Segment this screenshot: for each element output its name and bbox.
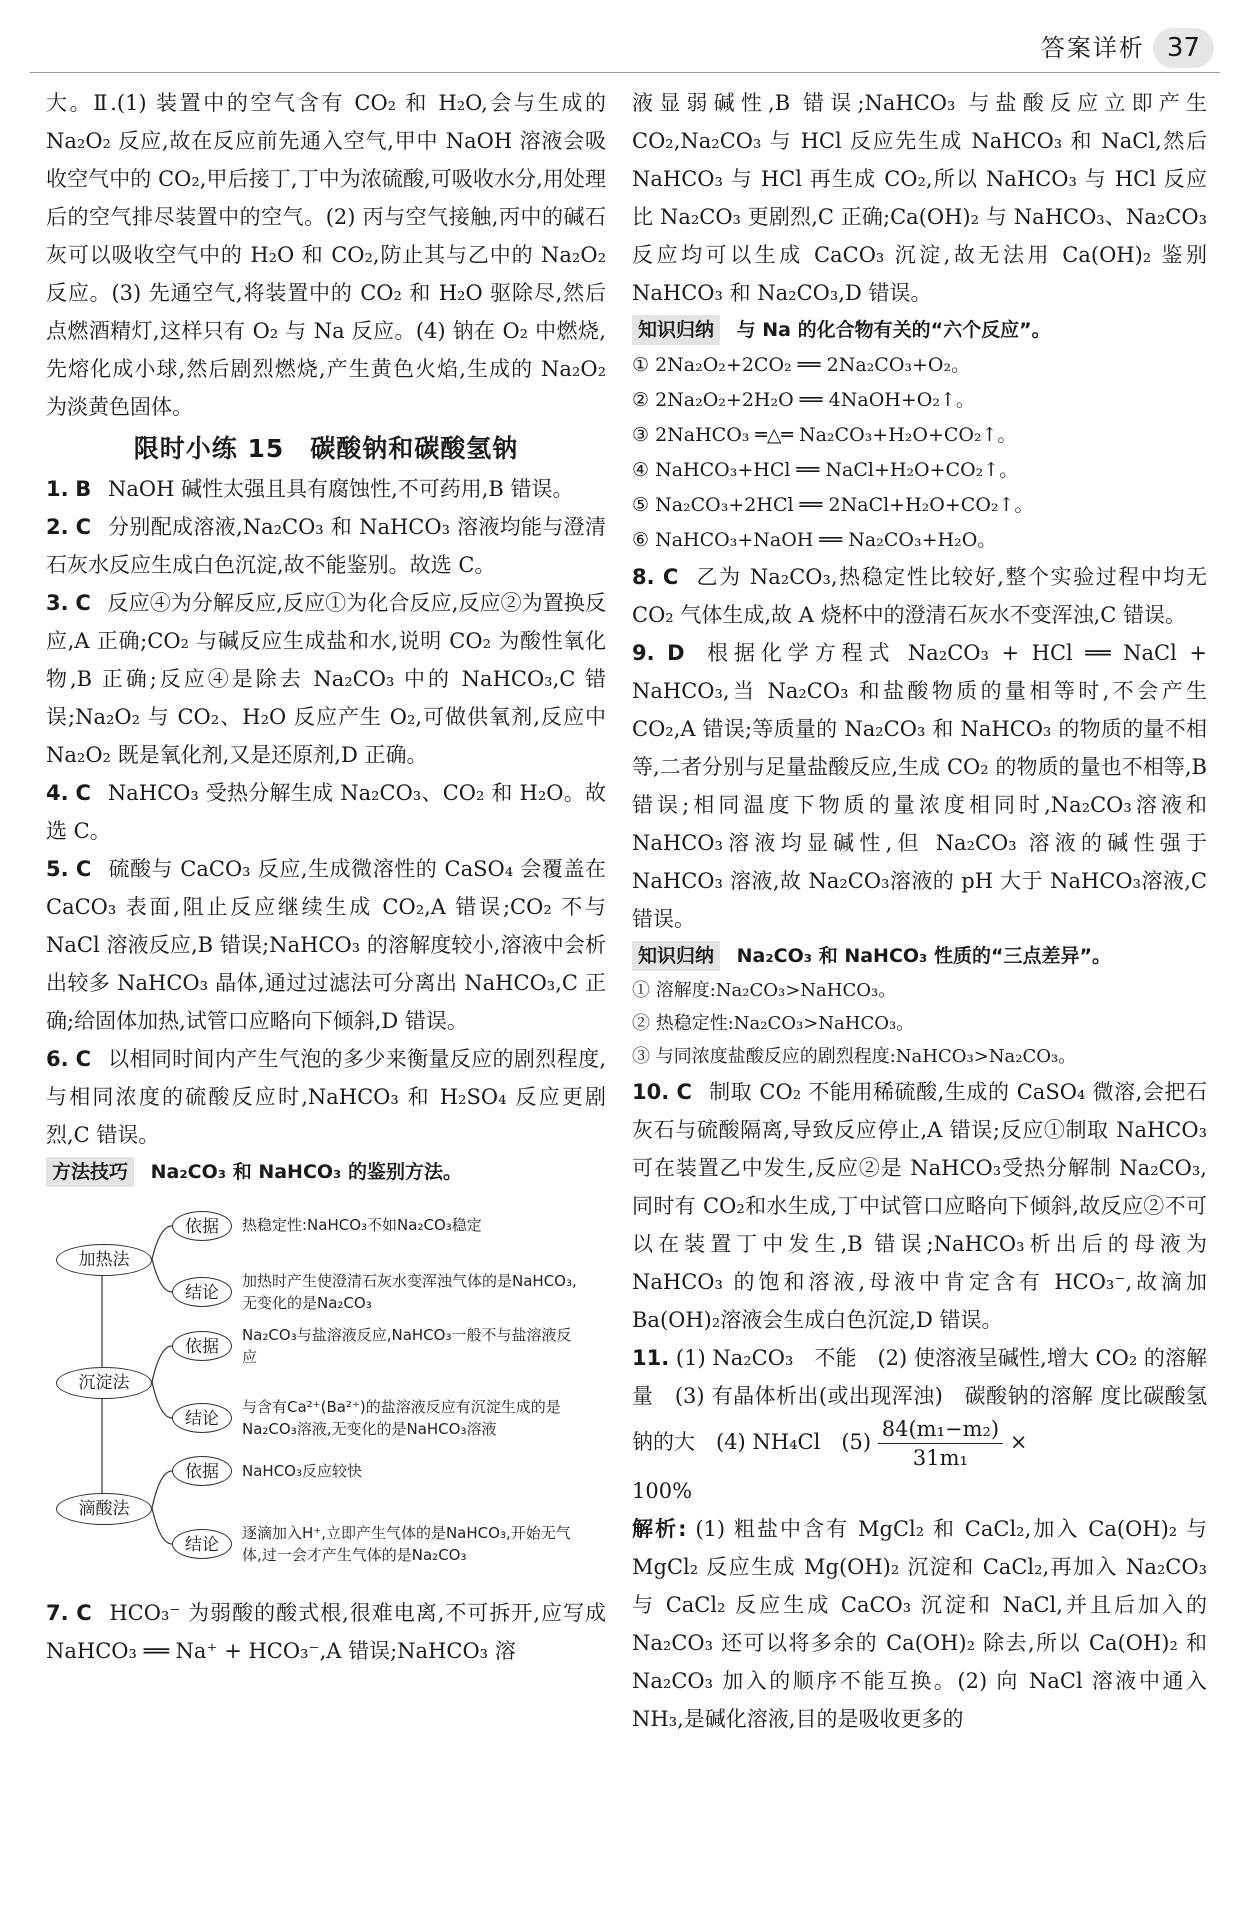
precip-basis-text: Na₂CO₃与盐溶液反应,NaHCO₃一般不与盐溶液反应 (242, 1326, 572, 1366)
answer-letter: D (667, 641, 685, 665)
page-number-badge: 37 (1153, 28, 1214, 68)
answer-7 (46, 1594, 606, 1670)
method-title: Na₂CO₃ 和 NaHCO₃ 的鉴别方法。 (150, 1161, 462, 1183)
answer-text: 制取 CO₂ 不能用稀硫酸,生成的 CaSO₄ 微溶,会把石灰石与硫酸隔离,导致反应停止,A 错误;反应①制取 NaHCO₃ 可在装置乙中发生,反应②是 NaHCO₃受热分解制 Na₂CO₃,同时有 CO₂和水生成,丁中试管口应略向下倾斜,故反应②不可以在装置丁中发生,B 错误;NaHCO₃析出后的母液为 NaHCO₃ 的饱和溶液,母液中肯定含有 HCO₃⁻,故滴加Ba(OH)₂溶液会生成白色沉淀,D 错误。 (632, 1080, 1207, 1332)
question-number: 6. (46, 1047, 69, 1071)
answer-letter: B (75, 477, 92, 501)
answer-10 (632, 1073, 1207, 1339)
basis-node: 依据 (172, 1331, 232, 1361)
answer-text: 硫酸与 CaCO₃ 反应,生成微溶性的 CaSO₄ 会覆盖在 CaCO₃ 表面,阻止反应继续生成 CO₂,A 错误;CO₂ 不与 NaCl 溶液反应,B 错误;NaHCO₃ 的溶解度较小,溶液中会析出较多 NaHCO₃ 晶体,通过过滤法可分离出 NaHCO₃,C 正确;给固体加热,试管口应略向下倾斜,D 错误。 (46, 857, 606, 1033)
answer-3 (46, 584, 606, 774)
answer-5 (46, 850, 606, 1040)
answer-text: 乙为 Na₂CO₃,热稳定性比较好,整个实验过程中均无 CO₂ 气体生成,故 A 烧杯中的澄清石灰水不变浑浊,C 错误。 (632, 565, 1207, 627)
answer-letter: C (676, 1080, 692, 1104)
answer-letter: C (75, 781, 91, 805)
times-sign: × (1009, 1430, 1028, 1454)
difference-item: ③ 与同浓度盐酸反应的剧烈程度:NaHCO₃>Na₂CO₃。 (632, 1046, 1077, 1067)
fraction-denominator: 31m₁ (912, 1446, 968, 1470)
difference-item: ② 热稳定性:Na₂CO₃>NaHCO₃。 (632, 1013, 915, 1034)
question-number: 1. (46, 477, 69, 501)
question-number: 11. (632, 1346, 670, 1370)
method-tag: 方法技巧 (46, 1157, 134, 1187)
conclusion-node: 结论 (172, 1277, 232, 1307)
question-number: 3. (46, 591, 69, 615)
knowledge-summary-2 (632, 938, 1207, 974)
right-column (632, 84, 1207, 1738)
question-number: 4. (46, 781, 69, 805)
answer-9 (632, 634, 1207, 938)
answer-text: HCO₃⁻ 为弱酸的酸式根,很难电离,不可拆开,应写成 NaHCO₃ ══ Na⁺ + HCO₃⁻,A 错误;NaHCO₃ 溶 (46, 1601, 606, 1663)
header-title: 答案详析 (1040, 34, 1145, 62)
answer-text: 反应④为分解反应,反应①为化合反应,反应②为置换反应,A 正确;CO₂ 与碱反应生成盐和水,说明 CO₂ 为酸性氧化物,B 正确;反应④是除去 Na₂CO₃ 中的 NaHCO₃,C 错误;Na₂O₂ 与 CO₂、H₂O 反应产生 O₂,可做供氧剂,反应中 Na₂O₂ 既是氧化剂,又是还原剂,D 正确。 (46, 591, 606, 767)
difference-item: ① 溶解度:Na₂CO₃>NaHCO₃。 (632, 980, 897, 1001)
acid-conclusion-text: 逐滴加入H⁺,立即产生气体的是NaHCO₃,开始无气体,过一会才产生气体的是Na₂CO₃ (242, 1524, 571, 1564)
answer-7-continued: 液显弱碱性,B 错误;NaHCO₃ 与盐酸反应立即产生 CO₂,Na₂CO₃ 与 HCl 反应先生成 NaHCO₃ 和 NaCl,然后 NaHCO₃ 与 HCl 再生成 CO₂,所以 NaHCO₃ 与 HCl 反应比 Na₂CO₃ 更剧烈,C 正确;Ca(OH)₂ 与 NaHCO₃、Na₂CO₃ 反应均可以生成 CaCO₃ 沉淀,故无法用 Ca(OH)₂ 鉴别 NaHCO₃ 和 Na₂CO₃,D 错误。 (632, 91, 1207, 305)
intro-paragraph: 大。Ⅱ.(1) 装置中的空气含有 CO₂ 和 H₂O,会与生成的 Na₂O₂ 反应,故在反应前先通入空气,甲中 NaOH 溶液会吸收空气中的 CO₂,甲后接丁,丁中为浓硫酸,可吸收水分,用处理后的空气排尽装置中的空气。(2) 丙与空气接触,丙中的碱石灰可以吸收空气中的 H₂O 和 CO₂,防止其与乙中的 Na₂O₂ 反应。(3) 先通空气,将装置中的 CO₂ 和 H₂O 驱除尽,然后点燃酒精灯,这样只有 O₂ 与 Na 反应。(4) 钠在 O₂ 中燃烧,先熔化成小球,然后剧烈燃烧,产生黄色火焰,生成的 Na₂O₂ 为淡黄色固体。 (46, 91, 606, 419)
identification-diagram (52, 1196, 592, 1586)
acid-basis-text: NaHCO₃反应较快 (242, 1462, 362, 1480)
conclusion-node: 结论 (172, 1529, 232, 1559)
section-title: 限时小练 15 碳酸钠和碳酸氢钠 (133, 434, 519, 463)
precip-conclusion-text: 与含有Ca²⁺(Ba²⁺)的盐溶液反应有沉淀生成的是Na₂CO₃溶液,无变化的是NaHCO₃溶液 (242, 1398, 561, 1438)
method-precipitation: 沉淀法 (56, 1367, 152, 1399)
answer-6 (46, 1040, 606, 1154)
answer-letter: C (76, 1601, 92, 1625)
reaction-item: ⑥ NaHCO₃+NaOH ══ Na₂CO₃+H₂O。 (632, 529, 997, 551)
answer-letter: C (75, 1047, 92, 1071)
reaction-item: ① 2Na₂O₂+2CO₂ ══ 2Na₂CO₃+O₂。 (632, 354, 971, 376)
answer-text: 根据化学方程式 Na₂CO₃ + HCl ══ NaCl + NaHCO₃,当 Na₂CO₃ 和盐酸物质的量相等时,不会产生 CO₂,A 错误;等质量的 Na₂CO₃ 和 NaHCO₃ 的物质的量不相等,二者分别与足量盐酸反应,生成 CO₂ 的物质的量也不相等,B 错误;相同温度下物质的量浓度相同时,Na₂CO₃溶液和 NaHCO₃溶液均显碱性,但 Na₂CO₃ 溶液的碱性强于 NaHCO₃ 溶液,故 Na₂CO₃溶液的 pH 大于 NaHCO₃溶液,C 错误。 (632, 641, 1207, 931)
difference-list (632, 974, 1207, 1073)
answer-1 (46, 470, 606, 508)
knowledge-title: Na₂CO₃ 和 NaHCO₃ 性质的“三点差异”。 (736, 945, 1111, 967)
answer-text: (1) Na₂CO₃ 不能 (2) 使溶液呈碱性,增大 CO₂ 的溶解量 (3) 有晶体析出(或出现浑浊) 碳酸钠的溶解 (632, 1346, 1207, 1408)
answer-4 (46, 774, 606, 850)
knowledge-title: 与 Na 的化合物有关的“六个反应”。 (736, 319, 1051, 341)
answer-letter: C (662, 565, 679, 589)
method-tip (46, 1154, 606, 1190)
reaction-item: ③ 2NaHCO₃ ═△═ Na₂CO₃+H₂O+CO₂↑。 (632, 424, 1017, 446)
analysis-paragraph (632, 1510, 1207, 1738)
answer-letter: C (75, 857, 92, 881)
reaction-item: ② 2Na₂O₂+2H₂O ══ 4NaOH+O₂↑。 (632, 389, 975, 411)
question-number: 2. (46, 515, 69, 539)
question-number: 9. (632, 641, 655, 665)
knowledge-summary-1 (632, 312, 1207, 348)
answer-text: 度比碳酸氢钠的大 (4) NH₄Cl (5) (632, 1384, 1208, 1454)
header-divider (30, 72, 1220, 73)
reaction-item: ⑤ Na₂CO₃+2HCl ══ 2NaCl+H₂O+CO₂↑。 (632, 494, 1034, 516)
analysis-label: 解析: (632, 1517, 687, 1541)
answer-letter: C (75, 515, 92, 539)
question-number: 7. (46, 1601, 69, 1625)
reaction-list (632, 348, 1207, 558)
answer-text: NaHCO₃ 受热分解生成 Na₂CO₃、CO₂ 和 H₂O。故选 C。 (46, 781, 606, 843)
conclusion-node: 结论 (172, 1403, 232, 1433)
method-heating: 加热法 (56, 1244, 152, 1276)
basis-node: 依据 (172, 1456, 232, 1486)
answer-2 (46, 508, 606, 584)
question-number: 10. (632, 1080, 670, 1104)
knowledge-tag: 知识归纳 (632, 941, 720, 971)
left-column (46, 84, 606, 1670)
question-number: 5. (46, 857, 69, 881)
question-number: 8. (632, 565, 655, 589)
page-header (1041, 28, 1214, 68)
analysis-text: (1) 粗盐中含有 MgCl₂ 和 CaCl₂,加入 Ca(OH)₂ 与 MgCl₂ 反应生成 Mg(OH)₂ 沉淀和 CaCl₂,再加入 Na₂CO₃ 与 CaCl₂ 反应生成 CaCO₃ 沉淀和 NaCl,并且后加入的 Na₂CO₃ 还可以将多余的 Ca(OH)₂ 除去,所以 Ca(OH)₂ 和 Na₂CO₃ 加入的顺序不能互换。(2) 向 NaCl 溶液中通入 NH₃,是碱化溶液,目的是吸收更多的 (632, 1517, 1207, 1731)
method-acid-drop: 滴酸法 (56, 1493, 152, 1525)
heat-conclusion-text: 加热时产生使澄清石灰水变浑浊气体的是NaHCO₃,无变化的是Na₂CO₃ (242, 1272, 577, 1312)
heat-basis-text: 热稳定性:NaHCO₃不如Na₂CO₃稳定 (242, 1216, 482, 1234)
yield-fraction (878, 1415, 1003, 1472)
answer-letter: C (75, 591, 91, 615)
answer-text: 以相同时间内产生气泡的多少来衡量反应的剧烈程度,与相同浓度的硫酸反应时,NaHCO₃ 和 H₂SO₄ 反应更剧烈,C 错误。 (46, 1047, 606, 1147)
answer-text: NaOH 碱性太强且具有腐蚀性,不可药用,B 错误。 (107, 477, 574, 501)
fraction-numerator: 84(m₁−m₂) (878, 1415, 1003, 1444)
knowledge-tag: 知识归纳 (632, 315, 720, 345)
answer-text: 分别配成溶液,Na₂CO₃ 和 NaHCO₃ 溶液均能与澄清石灰水反应生成白色沉淀,故不能鉴别。故选 C。 (46, 515, 606, 577)
basis-node: 依据 (172, 1211, 232, 1241)
reaction-item: ④ NaHCO₃+HCl ══ NaCl+H₂O+CO₂↑。 (632, 459, 1019, 481)
answer-8 (632, 558, 1207, 634)
percent-value: 100% (632, 1479, 693, 1503)
answer-11 (632, 1339, 1207, 1472)
